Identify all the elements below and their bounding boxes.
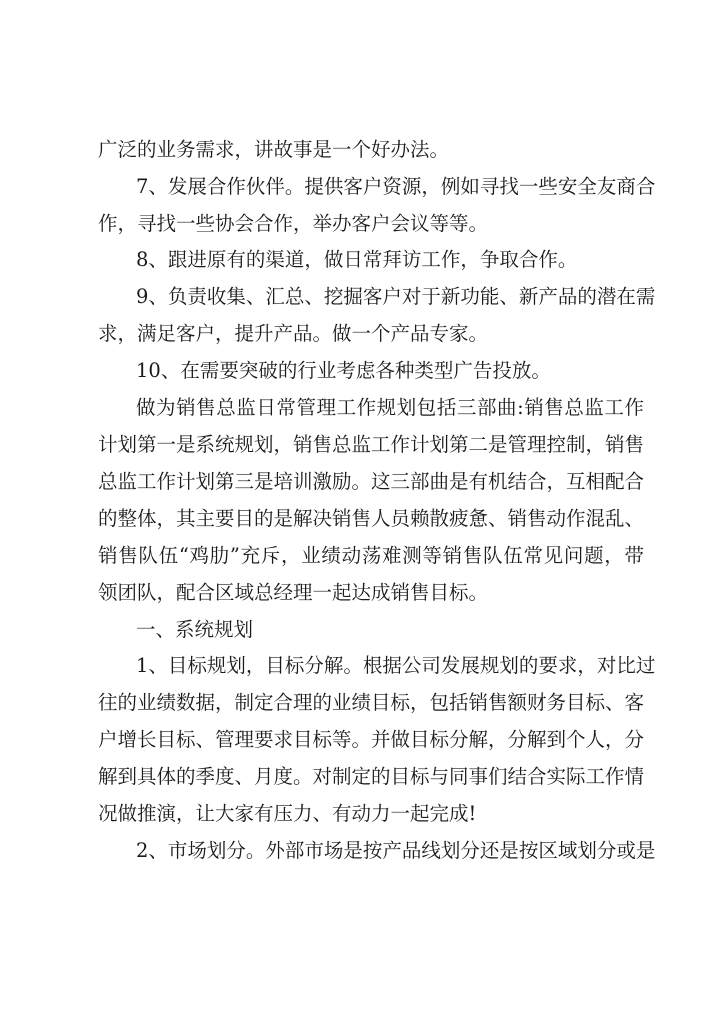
text-line: 销售队伍“鸡肋”充斥，业绩动荡难测等销售队伍常见问题，带 [98,544,644,567]
text-line: 户增长目标、管理要求目标等。并做目标分解，分解到个人，分 [98,728,645,751]
text-line: 求，满足客户，提升产品。做一个产品专家。 [98,322,489,345]
text-line: 往的业绩数据，制定合理的业绩目标，包括销售额财务目标、客 [98,691,645,714]
text-line: 9、负责收集、汇总、挖掘客户对于新功能、新产品的潜在需 [136,285,656,308]
text-line: 作，寻找一些协会合作，举办客户会议等等。 [98,212,489,235]
text-line: 况做推演，让大家有压力、有动力一起完成! [98,802,477,825]
text-line: 做为销售总监日常管理工作规划包括三部曲:销售总监工作 [136,396,644,419]
section-heading: 一、系统规划 [136,618,254,641]
text-line: 解到具体的季度、月度。对制定的目标与同事们结合实际工作情 [98,765,645,788]
text-line: 广泛的业务需求，讲故事是一个好办法。 [98,138,450,161]
text-line: 2、市场划分。外部市场是按产品线划分还是按区域划分或是 [136,839,656,862]
text-line: 总监工作计划第三是培训激励。这三部曲是有机结合，互相配合 [98,470,645,493]
text-line: 8、跟进原有的渠道，做日常拜访工作，争取合作。 [136,248,578,271]
text-line: 计划第一是系统规划，销售总监工作计划第二是管理控制，销售 [98,433,645,456]
text-line: 领团队，配合区域总经理一起达成销售目标。 [98,581,489,604]
text-line: 10、在需要突破的行业考虑各种类型广告投放。 [136,359,551,382]
text-line: 7、发展合作伙伴。提供客户资源，例如寻找一些安全友商合 [136,175,656,198]
text-line: 1、目标规划，目标分解。根据公司发展规划的要求，对比过 [136,654,656,677]
text-line: 的整体，其主要目的是解决销售人员赖散疲惫、销售动作混乱、 [98,507,645,530]
